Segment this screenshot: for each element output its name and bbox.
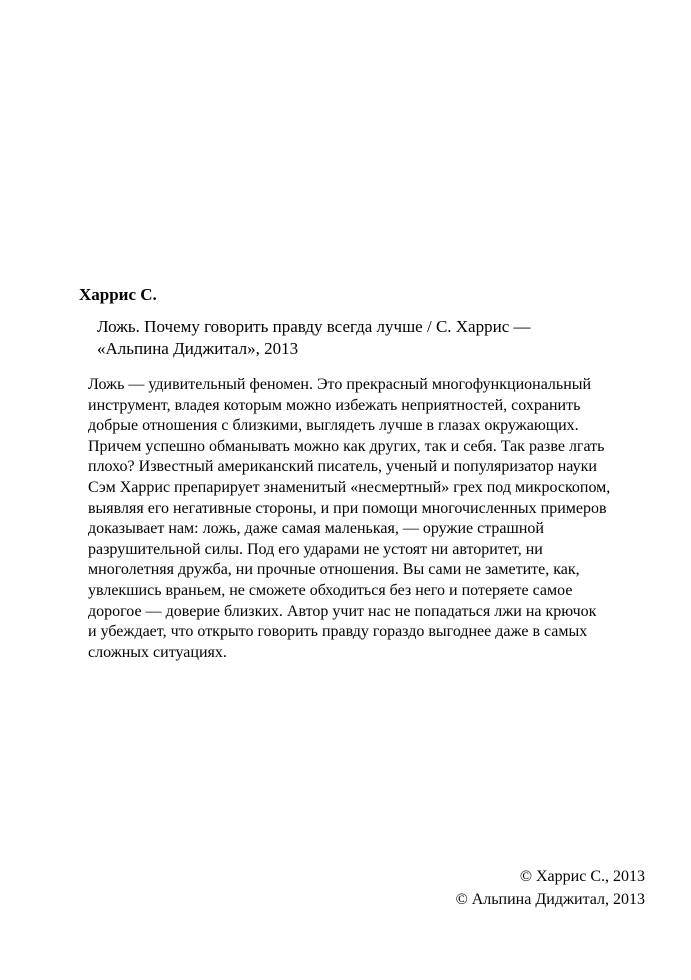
annotation-line: выявляя его негативные стороны, и при помощи многочисленных примеров	[88, 499, 607, 517]
annotation-line: плохо? Известный американский писатель, ученый и популяризатор науки	[88, 458, 597, 476]
copyright-publisher: © Альпина Диджитал, 2013	[455, 891, 645, 908]
annotation	[88, 375, 610, 663]
bibliographic-record	[97, 316, 531, 360]
annotation-line: и убеждает, что открыто говорить правду гораздо выгоднее даже в самых	[88, 623, 588, 641]
annotation-line: сложных ситуациях.	[88, 643, 227, 661]
author-heading: Харрис С.	[79, 285, 157, 304]
annotation-line: увлекшись враньем, не сможете обходиться без него и потеряете самое	[88, 581, 573, 599]
annotation-line: инструмент, владея которым можно избежать неприятностей, сохранить	[88, 396, 581, 414]
copyright-author: © Харрис С., 2013	[519, 868, 645, 885]
annotation-line: Ложь — удивительный феномен. Это прекрасный многофункциональный	[88, 376, 592, 393]
annotation-line: доказывает нам: ложь, даже самая маленькая, — оружие страшной	[88, 520, 544, 538]
copyright-block	[456, 865, 645, 911]
annotation-line: Сэм Харрис препарирует знаменитый «несмертный» грех под микроскопом,	[88, 478, 611, 496]
annotation-line: добрые отношения с близкими, выглядеть лучше в глазах окружающих.	[88, 417, 579, 435]
annotation-line: разрушительной силы. Под его ударами не устоят ни авторитет, ни	[88, 540, 543, 558]
annotation-line: многолетняя дружба, ни прочные отношения. Вы сами не заметите, как,	[88, 561, 580, 579]
bib-title-line: Ложь. Почему говорить правду всегда лучше / С. Харрис —	[97, 317, 531, 336]
bib-publisher-line: «Альпина Диджитал», 2013	[97, 339, 299, 358]
annotation-line: дорогое — доверие близких. Автор учит нас не попадаться лжи на крючок	[88, 602, 597, 620]
annotation-line: Причем успешно обманывать можно как других, так и себя. Так разве лгать	[88, 437, 605, 455]
